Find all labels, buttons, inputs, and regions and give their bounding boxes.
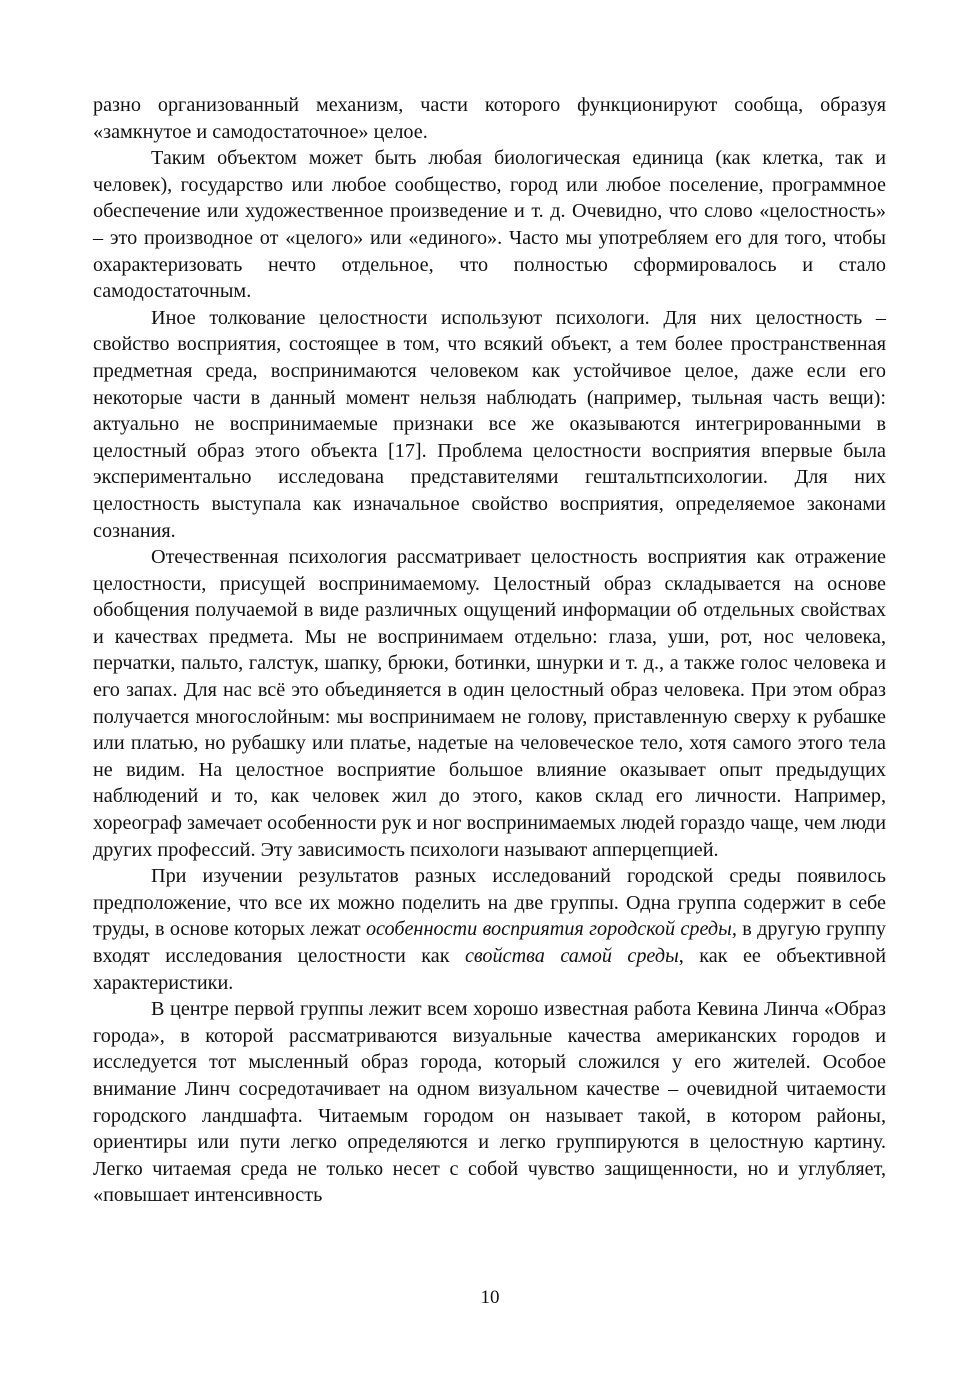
paragraph-5-italic-run-1: особенности восприятия городской среды,	[365, 918, 737, 941]
document-body	[93, 92, 886, 1209]
paragraph-1	[93, 92, 886, 145]
paragraph-5-run-3: в другую группу входят исследования целостности как	[93, 918, 886, 967]
paragraph-4	[93, 544, 886, 863]
paragraph-5-italic-run-2: свойства самой среды	[464, 945, 679, 967]
paragraph-2	[93, 145, 886, 305]
paragraph-1-run-1: разно организованный механизм, части которого функционируют сообща, образуя «замкнутое и самодостаточное» целое.	[93, 94, 886, 143]
paragraph-3-run-1: Иное толкование целостности используют психологи. Для них целостность – свойство восприятия, состоящее в том, что всякий объект, а тем более пространственная предметная среда, воспринимаются человеком как устойчивое целое, даже если его некоторые части в данный момент нельзя наблюдать (например, тыльная часть вещи): актуально не воспринимаемые признаки все же оказываются интегрированными в целостный образ этого объекта [17]. Проблема целостности восприятия впервые была экспериментально исследована представителями гештальтпсихологии. Для них целостность выступала как изначальное свойство восприятия, определяемое законами сознания.	[93, 306, 886, 542]
paragraph-3	[93, 305, 886, 544]
paragraph-5-run-5: , как ее объективной характеристики.	[93, 945, 886, 994]
paragraph-6-run-1: В центре первой группы лежит всем хорошо известная работа Кевина Линча «Образ города», в которой рассматриваются визуальные качества американских городов и исследуется тот мысленный образ города, который сложился у его жителей. Особое внимание Линч сосредотачивает на одном визуальном качестве – очевидной читаемости городского ландшафта. Читаемым городом он называет такой, в котором районы, ориентиры или пути легко определяются и легко группируются в целостную картину. Легко читаемая среда не только несет с собой чувство защищенности, но и углубляет, «повышает интенсивность	[93, 998, 886, 1207]
page-number: 10	[480, 1287, 500, 1308]
paragraph-5-run-1: При изучении результатов разных исследований городской среды появилось предположение, что все их можно поделить на две группы. Одна группа содержит в себе труды, в основе которых лежат	[93, 865, 886, 941]
paragraph-6	[93, 996, 886, 1209]
paragraph-4-run-1: Отечественная психология рассматривает целостность восприятия как отражение целостности, присущей воспринимаемому. Целостный образ складывается на основе обобщения получаемой в виде различных ощущений информации об отдельных свойствах и качествах предмета. Мы не воспринимаем отдельно: глаза, уши, рот, нос человека, перчатки, пальто, галстук, шапку, брюки, ботинки, шнурки и т. д., а также голос человека и его запах. Для нас всё это объединяется в один целостный образ человека. При этом образ получается многослойным: мы воспринимаем не голову, приставленную сверху к рубашке или платью, но рубашку или платье, надетые на человеческое тело, хотя самого этого тела не видим. На целостное восприятие большое влияние оказывает опыт предыдущих наблюдений и то, как человек жил до этого, каков склад его личности. Например, хореограф замечает особенности рук и ног воспринимаемых людей гораздо чаще, чем люди других профессий. Эту зависимость психологи называют апперцепцией.	[93, 546, 886, 861]
paragraph-5	[93, 863, 886, 996]
paragraph-2-run-1: Таким объектом может быть любая биологическая единица (как клетка, так и человек), государство или любое сообщество, город или любое поселение, программное обеспечение или художественное произведение и т. д. Очевидно, что слово «целостность» – это производное от «целого» или «единого». Часто мы употребляем его для того, чтобы охарактеризовать нечто отдельное, что полностью сформировалось и стало самодостаточным.	[93, 147, 886, 303]
